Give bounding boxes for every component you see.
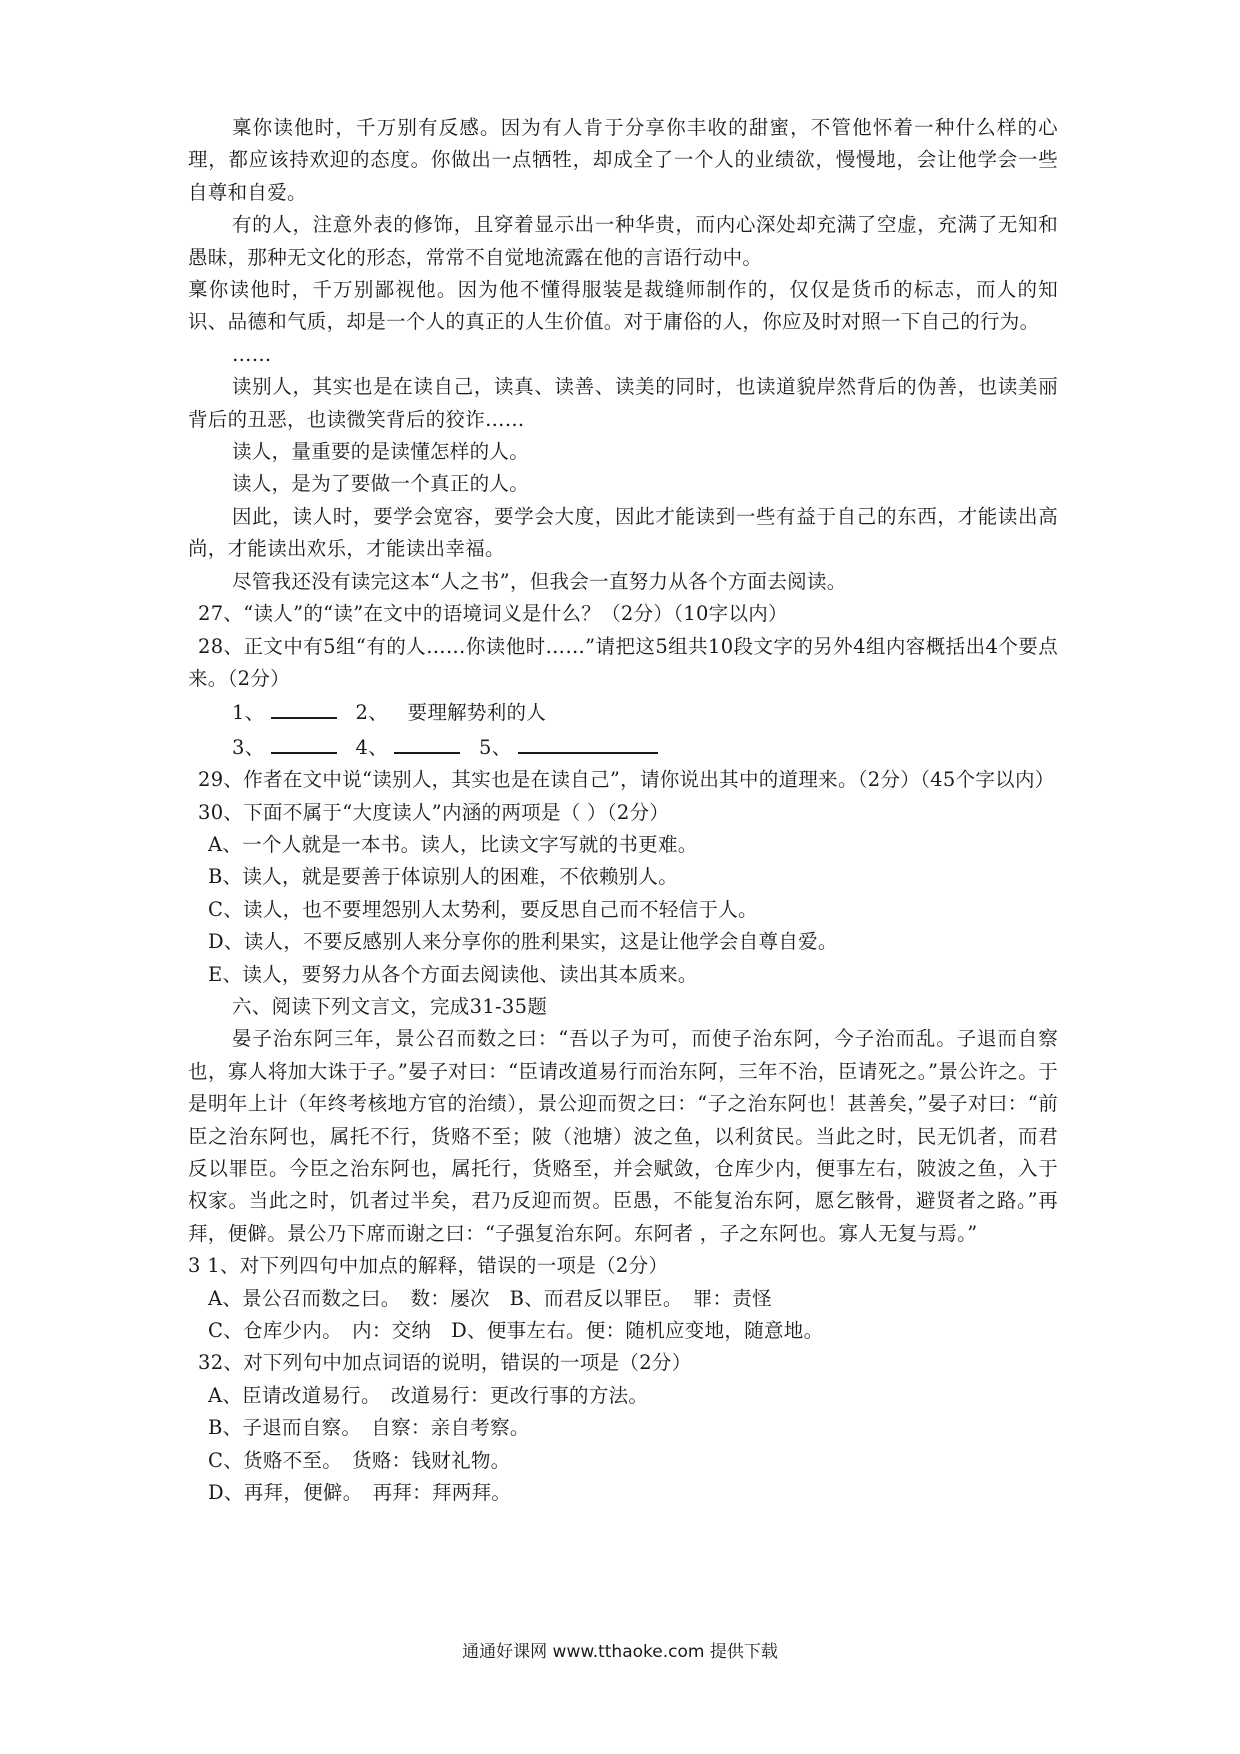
blank-number: 2、	[355, 701, 389, 725]
question-32: 32、对下列句中加点词语的说明，错误的一项是（2分）	[198, 1351, 692, 1375]
option-item: B、子退而自察。 自察：亲自考察。	[208, 1416, 530, 1440]
paragraph: 尽管我还没有读完这本“人之书”，但我会一直努力从各个方面去阅读。	[232, 569, 847, 593]
option-item: B、读人，就是要善于体谅别人的困难，不依赖别人。	[208, 865, 679, 889]
question-28: 28、正文中有5组“有的人……你读他时……”请把这5组共10段文字的另外4组内容概括出4个要点来。（2分）	[188, 634, 1058, 690]
option-item: D、读人，不要反感别人来分享你的胜利果实，这是让他学会自尊自爱。	[208, 930, 838, 954]
main-text	[188, 112, 1058, 1509]
ellipsis-line: ……	[232, 342, 272, 366]
option-item: C、读人，也不要埋怨别人太势利，要反思自己而不轻信于人。	[208, 897, 758, 921]
filled-answer-2: 要理解势利的人	[407, 701, 547, 725]
option-item: C、货赂不至。 货赂：钱财礼物。	[208, 1448, 511, 1472]
option-item: A、臣请改道易行。 改道易行：更改行事的方法。	[208, 1383, 649, 1407]
question-27: 27、“读人”的“读”在文中的语境词义是什么？（2分）（10字以内）	[198, 602, 788, 626]
blank-number: 1、	[232, 701, 265, 725]
section-heading: 六、阅读下列文言文，完成31-35题	[232, 994, 548, 1018]
answer-blank-1[interactable]	[271, 695, 337, 719]
question-30: 30、下面不属于“大度读人”内涵的两项是（ ）（2分）	[198, 800, 670, 824]
question-29: 29、作者在文中说“读别人，其实也是在读自己”，请你说出其中的道理来。（2分）（45个字以内）	[198, 768, 1055, 792]
option-item: D、再拜，便僻。 再拜：拜两拜。	[208, 1481, 512, 1505]
blank-number: 4、	[355, 735, 389, 759]
page-footer: 通通好课网 www.tthaoke.com 提供下载	[462, 1642, 778, 1662]
blank-number: 3、	[232, 735, 265, 759]
question-31: 3 1、对下列四句中加点的解释，错误的一项是（2分）	[188, 1254, 669, 1278]
paragraph: 有的人，注意外表的修饰，且穿着显示出一种华贵，而内心深处却充满了空虚，充满了无知和愚昧，那种无文化的形态，常常不自觉地流露在他的言语行动中。	[188, 213, 1058, 269]
blank-number: 5、	[479, 735, 512, 759]
paragraph: 因此，读人时，要学会宽容，要学会大度，因此才能读到一些有益于自己的东西，才能读出高尚，才能读出欢乐，才能读出幸福。	[188, 504, 1058, 561]
option-item: A、一个人就是一本书。读人，比读文字写就的书更难。	[208, 832, 698, 856]
option-item: A、景公召而数之曰。 数：屡次 B、而君反以罪臣。 罪：责怪	[208, 1286, 772, 1310]
paragraph: 读人，是为了要做一个真正的人。	[232, 472, 530, 496]
paragraph: 稟你读他时，千万别鄙视他。因为他不懂得服装是裁缝师制作的，仅仅是货币的标志，而人的知识、品德和气质，却是一个人的真正的人生价值。对于庸俗的人，你应及时对照一下自己的行为。	[188, 278, 1058, 334]
paragraph: 读人，量重要的是读懂怎样的人。	[232, 440, 530, 464]
paragraph: 读别人，其实也是在读自己，读真、读善、读美的同时，也读道貌岸然背后的伪善，也读美丽背后的丑恶，也读微笑背后的狡诈……	[188, 375, 1058, 431]
answer-blank-5[interactable]	[518, 730, 658, 754]
answer-blanks-row-2	[188, 730, 1058, 764]
answer-blank-3[interactable]	[271, 730, 337, 754]
classical-text: 晏子治东阿三年，景公召而数之曰：“吾以子为可，而使子治东阿，今子治而乱。子退而自察也，寡人将加大诛于子。”晏子对曰：“臣请改道易行而治东阿，三年不治，臣请死之。”景公许之。于是明年上计（年终考核地方官的治绩），景公迎而贺之曰：“子之治东阿也！甚善矣，”晏子对曰：“前臣之治东阿也，属托不行，货赂不至；陂（池塘）波之鱼，以利贫民。当此之时，民无饥者，而君反以罪臣。今臣之治东阿也，属托行，货赂至，并会赋敛，仓库少内，便事左右，陂波之鱼，入于权家。当此之时，饥者过半矣，君乃反迎而贺。臣愚，不能复治东阿，愿乞骸骨，避贤者之路。”再拜，便僻。景公乃下席而谢之曰：“子强复治东阿。东阿者 ，子之东阿也。寡人无复与焉。”	[188, 1027, 1058, 1245]
answer-blank-4[interactable]	[394, 730, 460, 754]
option-item: E、读人，要努力从各个方面去阅读他、读出其本质来。	[208, 962, 698, 986]
option-item: C、仓库少内。 内：交纳 D、便事左右。便：随机应变地，随意地。	[208, 1319, 824, 1343]
answer-blanks-row-1	[188, 695, 1058, 729]
paragraph: 稟你读他时，千万别有反感。因为有人肯于分享你丰收的甜蜜，不管他怀着一种什么样的心理，都应该持欢迎的态度。你做出一点牺牲，却成全了一个人的业绩欲，慢慢地，会让他学会一些自尊和自爱。	[188, 116, 1058, 204]
